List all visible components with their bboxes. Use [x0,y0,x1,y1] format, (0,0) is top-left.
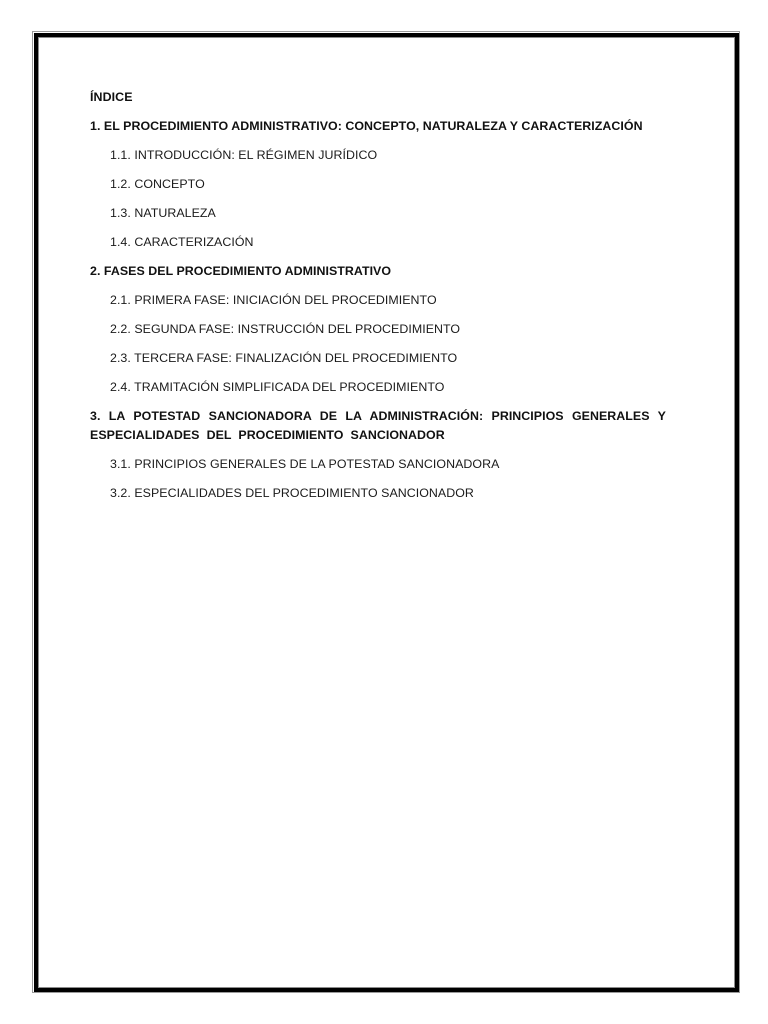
toc-item-1-3: 1.3. NATURALEZA [110,206,216,220]
toc-item-2-3: 2.3. TERCERA FASE: FINALIZACIÓN DEL PROCEDIMIENTO [110,351,458,365]
toc-item-3-1: 3.1. PRINCIPIOS GENERALES DE LA POTESTAD SANCIONADORA [110,457,500,471]
toc-item-1-4: 1.4. CARACTERIZACIÓN [110,235,254,249]
toc-item-1-2: 1.2. CONCEPTO [110,177,205,191]
toc-item-2-4: 2.4. TRAMITACIÓN SIMPLIFICADA DEL PROCEDIMIENTO [110,380,445,394]
toc-title: ÍNDICE [90,90,133,104]
toc-item-1-1: 1.1. INTRODUCCIÓN: EL RÉGIMEN JURÍDICO [110,148,378,162]
toc-section-3-heading: 3. LA POTESTAD SANCIONADORA DE LA ADMINISTRACIÓN: PRINCIPIOS GENERALES Y ESPECIALIDADES DEL PROCEDIMIENTO SANCIONADOR [90,409,666,442]
toc-item-3-2: 3.2. ESPECIALIDADES DEL PROCEDIMIENTO SANCIONADOR [110,486,474,500]
toc-section-1-heading: 1. EL PROCEDIMIENTO ADMINISTRATIVO: CONCEPTO, NATURALEZA Y CARACTERIZACIÓN [90,119,643,133]
toc-section-2-heading: 2. FASES DEL PROCEDIMIENTO ADMINISTRATIVO [90,264,392,278]
table-of-contents [90,88,666,513]
toc-item-2-1: 2.1. PRIMERA FASE: INICIACIÓN DEL PROCEDIMIENTO [110,293,437,307]
toc-item-2-2: 2.2. SEGUNDA FASE: INSTRUCCIÓN DEL PROCEDIMIENTO [110,322,461,336]
